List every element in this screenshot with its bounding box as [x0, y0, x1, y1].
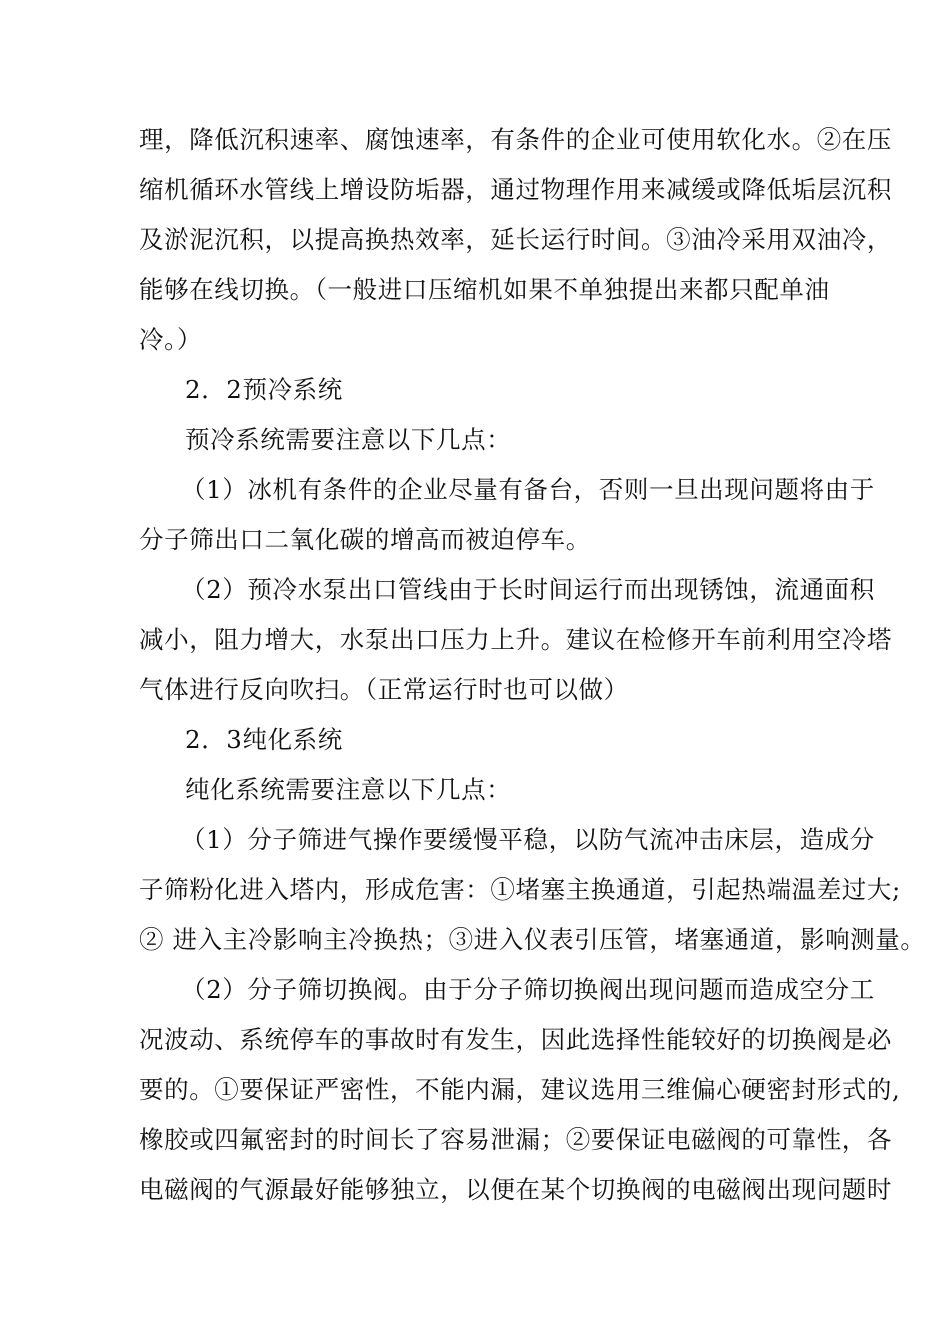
text-line: （2）预冷水泵出口管线由于长时间运行而出现锈蚀，流通面积 [181, 575, 875, 604]
text-line: （2）分子筛切换阀。由于分子筛切换阀出现问题而造成空分工 [181, 975, 875, 1004]
text-line: ② 进入主冷影响主冷换热；③进入仪表引压管，堵塞通道，影响测量。 [139, 925, 926, 954]
text-line: 减小，阻力增大，水泵出口压力上升。建议在检修开车前利用空冷塔 [139, 625, 892, 654]
text-line: 子筛粉化进入塔内，形成危害：①堵塞主换通道，引起热端温差过大; [139, 875, 901, 904]
text-line: 要的。①要保证严密性，不能内漏，建议选用三维偏心硬密封形式的, [139, 1075, 901, 1104]
text-line: 缩机循环水管线上增设防垢器，通过物理作用来减缓或降低垢层沉积 [139, 175, 892, 204]
text-line: （1）分子筛进气操作要缓慢平稳，以防气流冲击床层，造成分 [181, 825, 875, 854]
text-line: 况波动、系统停车的事故时有发生，因此选择性能较好的切换阀是必 [139, 1025, 892, 1054]
text-line: 理，降低沉积速率、腐蚀速率，有条件的企业可使用软化水。②在压 [139, 125, 892, 154]
section-heading: 2．2预冷系统 [185, 375, 343, 404]
text-line: 电磁阀的气源最好能够独立，以便在某个切换阀的电磁阀出现问题时 [139, 1175, 892, 1204]
text-line: （1）冰机有条件的企业尽量有备台，否则一旦出现问题将由于 [181, 475, 875, 504]
text-line: 气体进行反向吹扫。（正常运行时也可以做） [139, 675, 629, 704]
text-line: 能够在线切换。（一般进口压缩机如果不单独提出来都只配单油 [139, 275, 830, 304]
text-line: 及淤泥沉积，以提高换热效率，延长运行时间。③油冷采用双油冷， [139, 225, 892, 254]
text-line: 预冷系统需要注意以下几点： [185, 425, 512, 454]
section-heading: 2．3纯化系统 [185, 725, 343, 754]
text-line: 分子筛出口二氧化碳的增高而被迫停车。 [139, 525, 591, 554]
text-line: 纯化系统需要注意以下几点： [185, 775, 512, 804]
text-line: 冷。） [139, 325, 203, 354]
text-line: 橡胶或四氟密封的时间长了容易泄漏；②要保证电磁阀的可靠性，各 [139, 1125, 892, 1154]
